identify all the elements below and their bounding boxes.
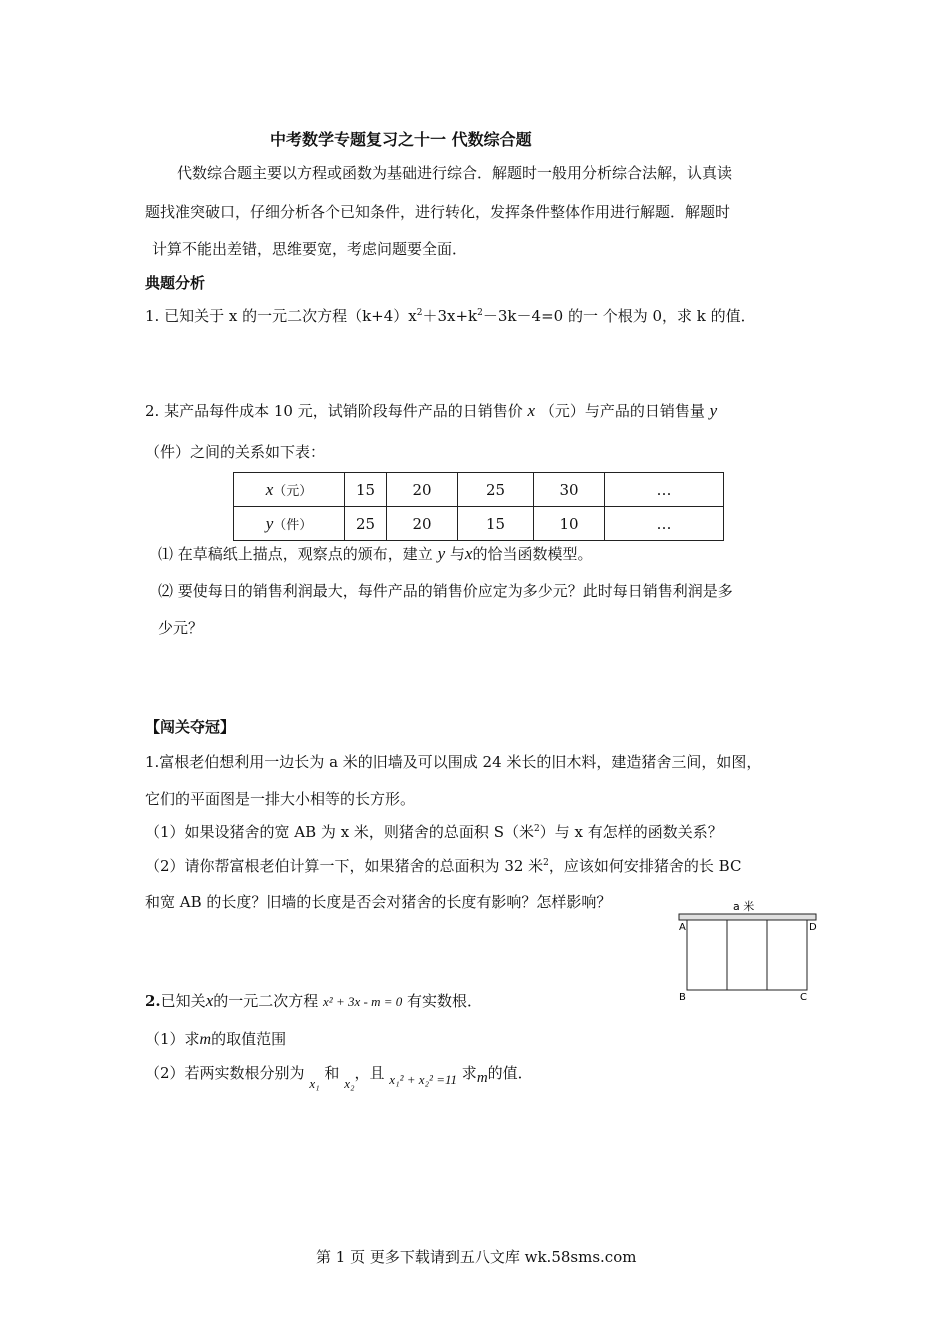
page-title: 中考数学专题复习之十一 代数综合题 (270, 130, 532, 149)
label-A: A (679, 922, 686, 933)
var-x: x (527, 401, 536, 420)
question-2-line-2: （件）之间的关系如下表： (145, 443, 326, 461)
question-1 (145, 305, 756, 326)
table-cell: 25 (458, 473, 534, 507)
q2-subquestion-1: ⑴ 在草稿纸上描点，观察点的颁布，建立 y 与x的恰当函数模型。 (158, 544, 593, 563)
label-D: D (809, 922, 817, 933)
q1-text-c: －3k－4=0 的一 个根为 0，求 k 的值． (482, 307, 756, 325)
table-row (234, 507, 724, 541)
challenge-1-line-5: 和宽 AB 的长度？旧墙的长度是否会对猪舍的长度有影响？怎样影响？ (145, 893, 612, 911)
table-header-y: y（件） (234, 507, 345, 541)
table-cell: 15 (345, 473, 387, 507)
challenge-2-line-1: 2.已知关x的一元二次方程 x² + 3x - m = 0 有实数根． (145, 991, 483, 1010)
price-sales-table (233, 472, 724, 541)
q2-text-b: （元）与产品的日销售量 (539, 402, 705, 420)
pig-house-outline (687, 920, 807, 990)
section-heading-challenge: 【闯关夺冠】 (145, 718, 236, 736)
page-footer: 第 1 页 更多下载请到五八文库 wk.58sms.com (316, 1248, 637, 1266)
challenge-2-sub-2: （2）若两实数根分别为 x₁ 和 x₂，且 x₁² + x₂² =11 求m的值． (145, 1064, 533, 1091)
table-cell: … (605, 473, 724, 507)
q1-exp-2: 2 (477, 308, 483, 318)
table-cell: 20 (387, 507, 458, 541)
q1-text-b: ＋3x+k (422, 307, 478, 325)
question-2-line-1 (145, 400, 717, 421)
intro-line-3: 计算不能出差错，思维要宽，考虑问题要全面． (152, 240, 468, 258)
challenge-2-sub-1: （1）求m的取值范围 (145, 1030, 287, 1048)
q1-text-a: 1. 已知关于 x 的一元二次方程（k+4）x (145, 307, 417, 325)
q2-text-a: 2. 某产品每件成本 10 元，试销阶段每件产品的日销售价 (145, 402, 523, 420)
challenge-1-line-2: 它们的平面图是一排大小相等的长方形。 (145, 790, 416, 808)
table-row (234, 473, 724, 507)
table-header-x: x（元） (234, 473, 345, 507)
old-wall (679, 914, 816, 920)
challenge-1-line-3: （1）如果设猪舍的宽 AB 为 x 米，则猪舍的总面积 S（米$^2$）与 x 有怎样的函数关系？ (145, 823, 723, 841)
q1-exp-1: 2 (416, 308, 423, 318)
label-C: C (800, 992, 807, 1003)
q2-subquestion-2-line-1: ⑵ 要使每日的销售利润最大，每件产品的销售价应定为多少元？此时每日销售利润是多 (158, 582, 733, 600)
var-y: y (709, 401, 718, 420)
pig-house-figure (672, 895, 822, 1005)
table-cell: 25 (345, 507, 387, 541)
challenge-1-line-1: 1.富根老伯想利用一边长为 a 米的旧墙及可以围成 24 米长的旧木料，建造猪舍三间，如图， (145, 753, 762, 771)
q2-subquestion-2-line-2: 少元？ (158, 619, 204, 637)
label-B: B (679, 992, 686, 1003)
table-cell: 10 (534, 507, 605, 541)
table-cell: 30 (534, 473, 605, 507)
intro-line-1: 代数综合题主要以方程或函数为基础进行综合．解题时一般用分析综合法解，认真读 (177, 164, 733, 182)
challenge-1-line-4: （2）请你帮富根老伯计算一下，如果猪舍的总面积为 32 米$^2$，应该如何安排猪舍的长 BC (145, 857, 742, 875)
table-cell: 20 (387, 473, 458, 507)
condition: x₁² + x₂² =11 (389, 1072, 458, 1087)
table-cell: 15 (458, 507, 534, 541)
section-heading-analysis: 典题分析 (145, 274, 206, 292)
wall-label: a 米 (733, 900, 755, 913)
table-cell: … (605, 507, 724, 541)
equation: x² + 3x - m = 0 (323, 994, 403, 1009)
intro-line-2: 题找准突破口，仔细分析各个已知条件，进行转化，发挥条件整体作用进行解题．解题时 (145, 203, 731, 221)
